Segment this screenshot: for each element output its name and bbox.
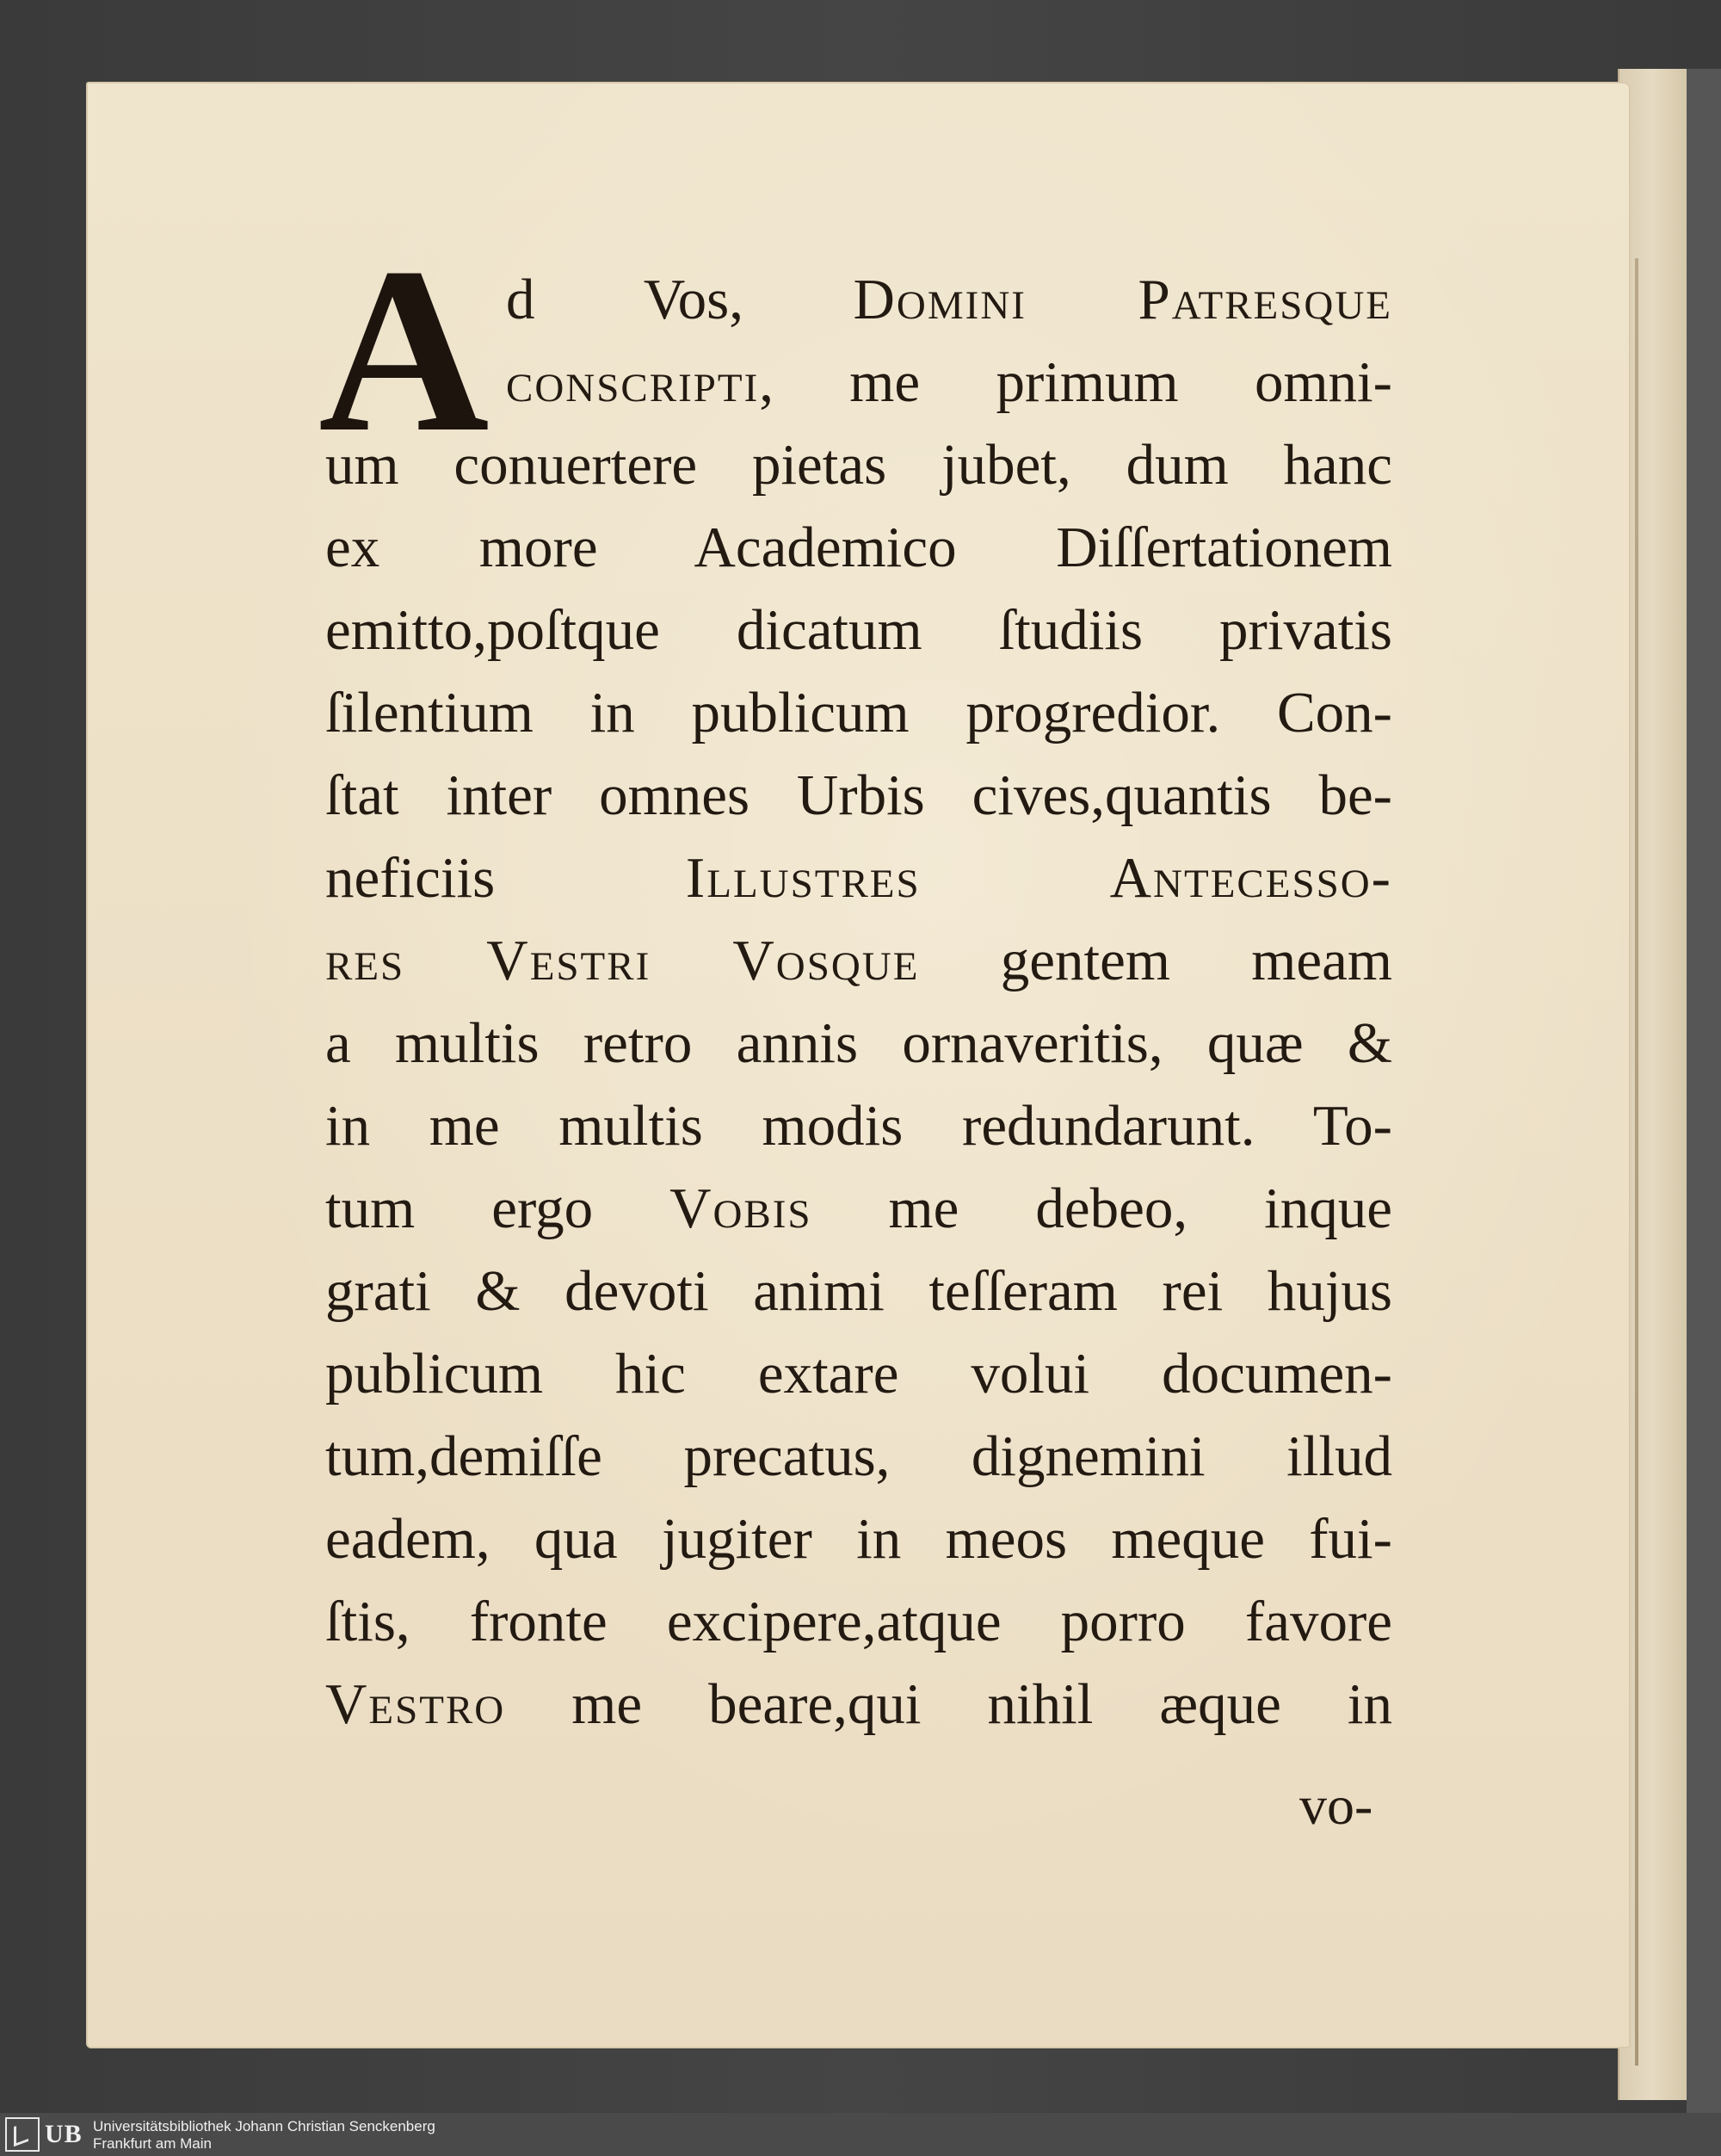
body-text: me debeo, inque (811, 1177, 1392, 1240)
small-caps-text: Vestro (325, 1672, 506, 1736)
text-line (325, 754, 1392, 837)
body-text: ex more Academico Diſſertationem (325, 516, 1392, 579)
body-text: um conuertere pietas jubet, dum hanc (325, 433, 1392, 497)
logo-text: UB (45, 2120, 83, 2148)
text-line (325, 506, 1392, 589)
text-line (325, 1084, 1392, 1167)
footer-credits (93, 2118, 435, 2153)
fold-line (1635, 258, 1638, 2066)
body-text: eadem, qua jugiter in meos meque fui- (325, 1507, 1392, 1571)
footer-line-city: Frankfurt am Main (93, 2135, 212, 2152)
document-text (318, 219, 1392, 1745)
text-line (325, 1415, 1392, 1498)
body-text: me beare,qui nihil æque in (505, 1672, 1392, 1736)
body-text: emitto,poſtque dicatum ſtudiis privatis (325, 598, 1392, 662)
library-footer (0, 2113, 1721, 2156)
text-line (325, 919, 1392, 1002)
text-lines (325, 258, 1392, 1745)
catchword: vo- (1299, 1775, 1373, 1836)
body-text: ſtis, fronte excipere,atque porro favore (325, 1590, 1392, 1653)
body-text: ſilentium in publicum progredior. Con- (325, 681, 1392, 744)
text-line (325, 1580, 1392, 1663)
small-caps-text: res Vestri Vosque (325, 929, 920, 992)
body-text: in me multis modis redundarunt. To- (325, 1094, 1392, 1158)
library-logo (5, 2117, 83, 2152)
body-text: tum ergo (325, 1177, 670, 1240)
text-line (325, 589, 1392, 671)
text-line (325, 1332, 1392, 1415)
text-line (325, 837, 1392, 919)
small-caps-text: Domini Patresque (853, 268, 1392, 331)
text-line (325, 1002, 1392, 1084)
body-text: neficiis (325, 846, 686, 910)
text-line (325, 671, 1392, 754)
text-line (325, 1167, 1392, 1250)
small-caps-text: Illustres Antecesso- (685, 846, 1392, 910)
text-line (325, 1498, 1392, 1580)
logo-mark-icon (5, 2117, 40, 2152)
body-text: gentem meam (919, 929, 1392, 992)
book-spine (1687, 69, 1721, 2113)
drop-cap: A (318, 219, 490, 481)
footer-line-institution: Universitätsbibliothek Johann Christian Senckenberg (93, 2118, 435, 2134)
text-line (325, 1250, 1392, 1332)
body-text: tum,demiſſe precatus, dignemini illud (325, 1424, 1392, 1488)
body-text: d Vos, (506, 268, 854, 331)
body-text: publicum hic extare volui documen- (325, 1342, 1392, 1405)
body-text: a multis retro annis ornaveritis, quæ & (325, 1011, 1392, 1075)
text-line (325, 1663, 1392, 1745)
body-text: grati & devoti animi teſſeram rei hujus (325, 1259, 1392, 1323)
body-text: , me primum omni- (759, 350, 1392, 414)
body-text: ſtat inter omnes Urbis cives,quantis be- (325, 763, 1392, 827)
small-caps-text: Vobis (669, 1177, 812, 1240)
small-caps-text: conscripti (506, 350, 760, 414)
